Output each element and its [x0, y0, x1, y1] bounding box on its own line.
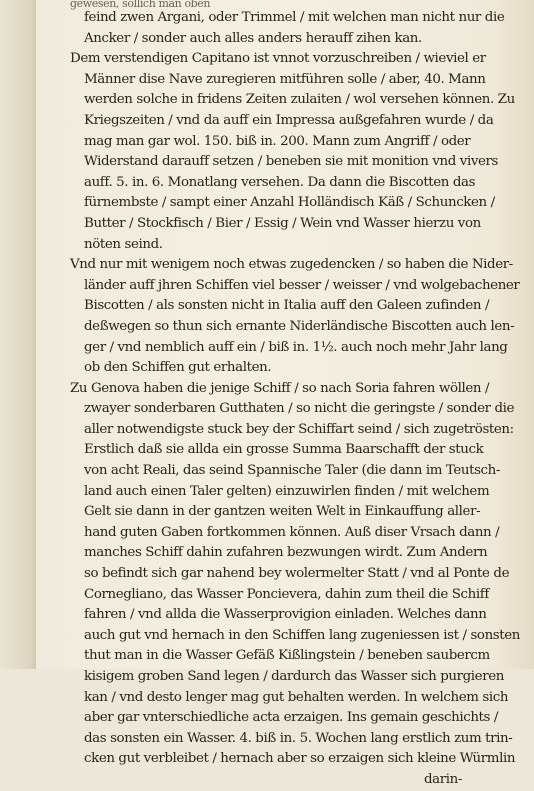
text-line: manches Schiff dahin zufahren bezwungen wirdt. Zum Andern — [84, 545, 488, 561]
text-line: darin- — [424, 771, 462, 787]
text-line: fürnembste / sampt einer Anzahl Holländisch Käß / Schuncken / — [84, 195, 495, 211]
text-line: aller notwendigste stuck bey der Schiffart seind / sich zugetrösten: — [84, 421, 514, 437]
text-line: das sonsten ein Wasser. 4. biß in. 5. Wochen lang erstlich zum trin- — [84, 730, 513, 746]
text-line: kan / vnd desto lenger mag gut behalten werden. In welchem sich — [84, 689, 509, 705]
text-line: feind zwen Argani, oder Trimmel / mit welchen man nicht nur die — [84, 10, 505, 25]
text-line: ger / vnd nemblich auff ein / biß in. 1½. auch noch mehr Jahr lang — [84, 339, 508, 355]
text-line: auch gut vnd hernach in den Schiffen lang zugeniessen ist / sonsten — [84, 627, 521, 643]
text-line: deßwegen so thun sich ernante Niderländische Biscotten auch len- — [84, 318, 515, 334]
text-line: kisigem groben Sand legen / dardurch das Wasser sich purgieren — [84, 669, 504, 684]
text-line: gewesen, sollich man oben — [70, 0, 211, 10]
text-line: länder auff jhren Schiffen viel besser / weisser / vnd wolgebachener — [84, 277, 520, 293]
text-line: thut man in die Wasser Gefäß Kißlingstein / beneben saubercm — [84, 648, 490, 664]
text-line: Ancker / sonder auch alles anders herauff zihen kan. — [84, 30, 422, 46]
text-line: ob den Schiffen gut erhalten. — [84, 360, 272, 376]
text-line: von acht Reali, das seind Spannische Taler (die dann im Teutsch- — [84, 463, 501, 479]
text-line: Zu Genova haben die jenige Schiff / so nach Soria fahren wöllen / — [70, 380, 490, 396]
text-line: Kriegszeiten / vnd da auff ein Impressa außgefahren wurde / da — [84, 112, 494, 128]
text-line: nöten seind. — [84, 236, 163, 252]
text-line: cken gut verbleibet / hernach aber so erzaigen sich kleine Würmlin — [84, 751, 516, 767]
text-line: Dem verstendigen Capitano ist vnnot vorzuschreiben / wieviel er — [70, 51, 486, 67]
text-line: zwayer sonderbaren Gutthaten / so nicht die geringste / sonder die — [84, 401, 515, 417]
text-line: Butter / Stockfisch / Bier / Essig / Wein vnd Wasser hierzu von — [84, 215, 481, 231]
text-line: Widerstand darauff setzen / beneben sie mit monition vnd vivers — [84, 154, 499, 170]
text-line: land auch einen Taler gelten) einzuwirlen finden / mit welchem — [84, 483, 490, 499]
text-line: Gelt sie dann in der gantzen weiten Welt in Einkauffung aller- — [84, 504, 481, 520]
text-line: Männer dise Nave zuregieren mitführen solle / aber, 40. Mann — [84, 71, 486, 87]
text-line: werden solche in fridens Zeiten zulaiten / wol versehen können. Zu — [84, 92, 515, 108]
text-line: Erstlich daß sie allda ein grosse Summa Baarschafft der stuck — [84, 442, 484, 458]
page-gutter — [0, 0, 36, 669]
body-text — [70, 0, 521, 791]
text-line: mag man gar wol. 150. biß in. 200. Mann zum Angriff / oder — [84, 133, 471, 149]
text-line: Biscotten / als sonsten nicht in Italia auff den Galeen zufinden / — [84, 298, 490, 314]
text-line: Vnd nur mit wenigem noch etwas zugedencken / so haben die Nider- — [70, 257, 513, 273]
text-line: auff. 5. in. 6. Monatlang versehen. Da dann die Biscotten das — [84, 174, 476, 190]
text-line: fahren / vnd allda die Wasserprovigion einladen. Welches dann — [84, 607, 487, 623]
text-line: so befindt sich gar nahend bey wolermelter Statt / vnd al Ponte de — [84, 566, 510, 582]
text-line: hand guten Gaben fortkommen können. Auß diser Vrsach dann / — [84, 524, 500, 540]
text-line: Cornegliano, das Wasser Poncievera, dahin zum theil die Schiff — [84, 586, 489, 602]
text-line: aber gar vnterschiedliche acta erzaigen. Ins gemain geschichts / — [84, 710, 498, 726]
